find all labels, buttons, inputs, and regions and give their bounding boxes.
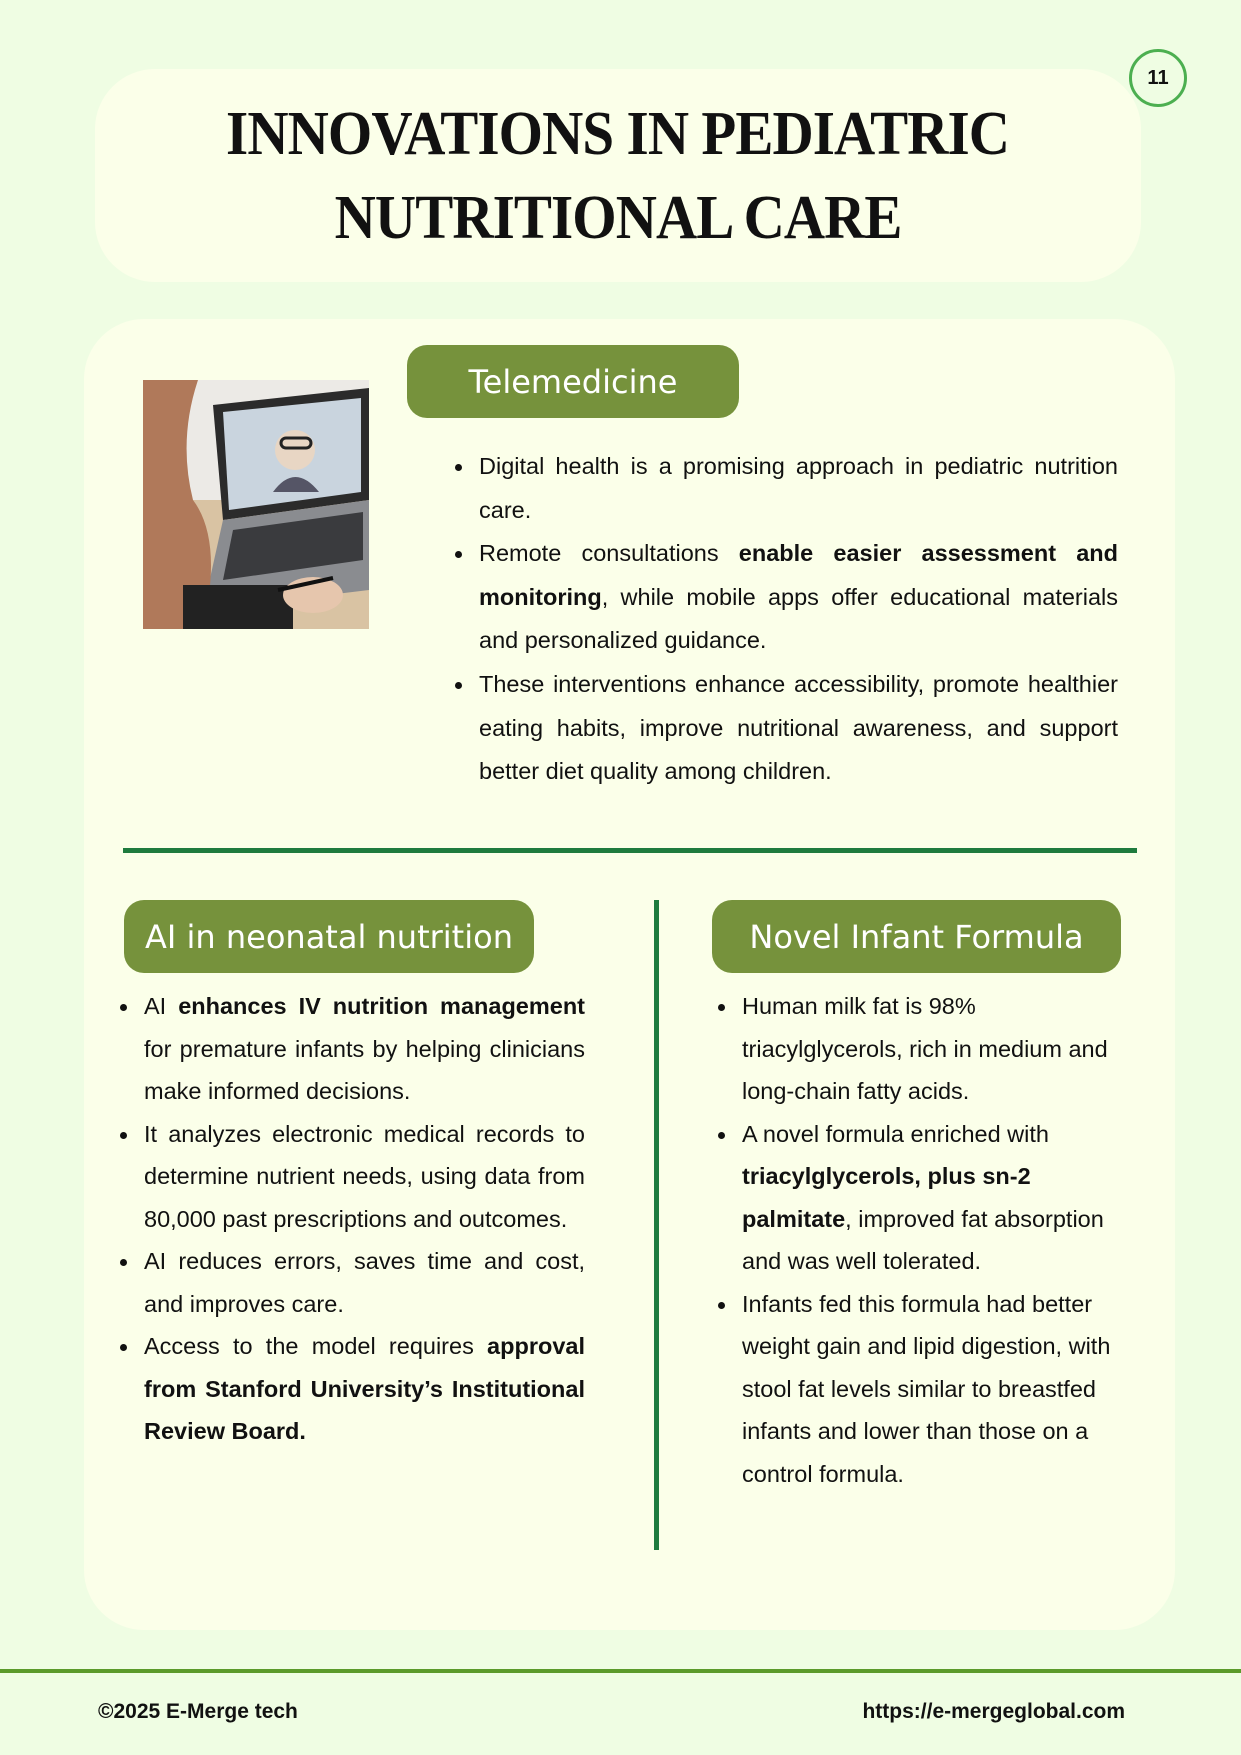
ai-list — [144, 985, 585, 1453]
bullet-text-pre: AI — [144, 993, 179, 1019]
footer-divider — [0, 1669, 1241, 1673]
bullet-text-pre: It analyzes electronic medical records to determine nutrient needs, using data from 80,000 past prescriptions and outcomes. — [144, 1120, 585, 1232]
bullet-text-pre: Infants fed this formula had better weight gain and lipid digestion, with stool fat levels similar to breastfed infants and lower than those on a control formula. — [742, 1290, 1111, 1487]
bullet-text-post: , improved fat absorption and was well tolerated. — [742, 1205, 1104, 1274]
bullet-text-pre: Remote consultations — [479, 540, 739, 567]
page-title-line-2: NUTRITIONAL CARE — [334, 183, 902, 252]
page-number: 11 — [1129, 49, 1187, 107]
bullet-item — [742, 1113, 1122, 1283]
bullet-item — [144, 985, 585, 1113]
bullet-item — [144, 1240, 585, 1325]
bullet-item — [479, 445, 1118, 532]
formula-list — [742, 985, 1122, 1495]
bullet-text-bold: enhances IV nutrition management — [178, 993, 586, 1019]
title-box — [95, 69, 1141, 282]
bullet-text-pre: Human milk fat is 98% triacylglycerols, rich in medium and long-chain fatty acids. — [742, 993, 1108, 1104]
telemedicine-list — [479, 445, 1118, 794]
bullet-text-pre: Digital health is a promising approach in pediatric nutrition care. — [479, 453, 1118, 523]
bullet-text-bold: triacylglycerols, plus sn-2 palmitate — [742, 1163, 1031, 1232]
bullet-text-bold: approval from Stanford University’s Institutional Review Board. — [144, 1333, 585, 1444]
footer-url[interactable]: https://e-mergeglobal.com — [862, 1700, 1125, 1723]
bullet-item — [742, 985, 1122, 1113]
ai-heading: AI in neonatal nutrition — [124, 900, 534, 973]
bullet-text-pre: Access to the model requires — [144, 1333, 488, 1359]
bullet-text-post: for premature infants by helping clinicians make informed decisions. — [144, 1035, 585, 1104]
bullet-text-pre: These interventions enhance accessibility, promote healthier eating habits, improve nutritional awareness, and support better diet quality among children. — [479, 670, 1118, 785]
bullet-text-pre: AI reduces errors, saves time and cost, and improves care. — [144, 1248, 585, 1317]
bullet-item — [742, 1283, 1122, 1496]
bullet-text-bold: enable easier assessment and monitoring — [479, 540, 1118, 610]
column-divider — [654, 900, 659, 1550]
bullet-item — [479, 532, 1118, 663]
bullet-item — [144, 1325, 585, 1453]
telemedicine-photo — [143, 380, 369, 629]
footer-copyright: ©2025 E-Merge tech — [98, 1700, 298, 1723]
bullet-item — [144, 1113, 585, 1241]
section-divider — [123, 848, 1137, 853]
bullet-text-pre: A novel formula enriched with — [742, 1120, 1049, 1147]
page-title-line-1: INNOVATIONS IN PEDIATRIC — [226, 99, 1010, 168]
formula-heading: Novel Infant Formula — [712, 900, 1121, 973]
telemedicine-heading: Telemedicine — [407, 345, 739, 418]
bullet-text-post: , while mobile apps offer educational materials and personalized guidance. — [479, 583, 1118, 654]
bullet-item — [479, 663, 1118, 794]
